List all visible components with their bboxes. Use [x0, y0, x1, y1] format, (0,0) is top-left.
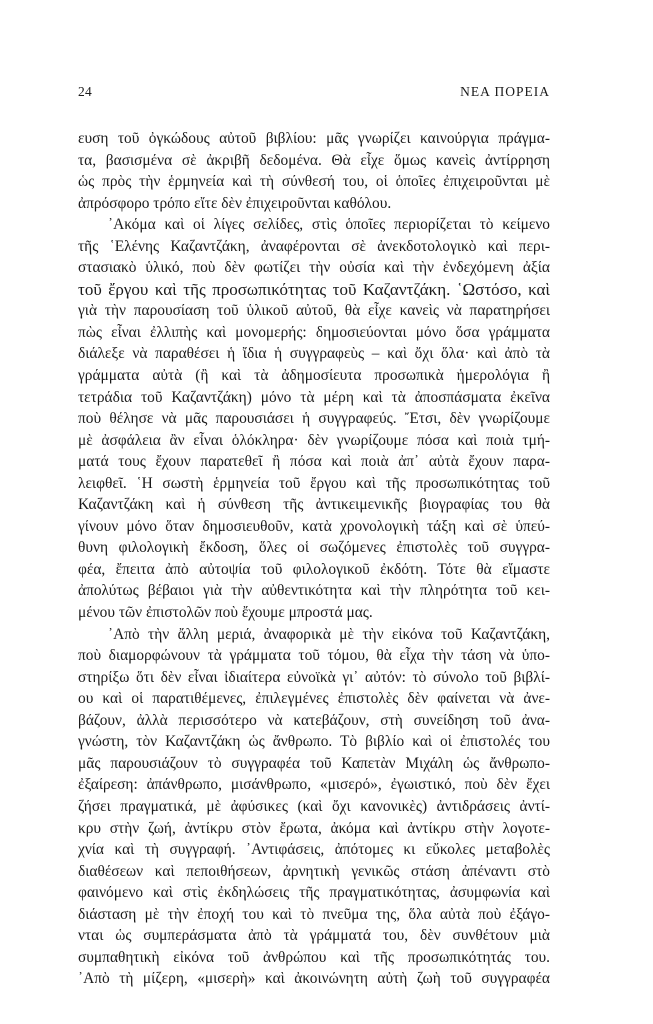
text-line: Καζαντζάκη καὶ ἡ σύνθεση τῆς ἀντικειμενικῆς βιογραφίας του θὰ — [78, 496, 550, 514]
text-line: χνία καὶ τὴ συγγραφή. ᾿Αντιφάσεις, ἀπότομες κι εὔκολες μεταβολὲς — [78, 841, 550, 859]
text-line: θυνη φιλολογικὴ ἔκδοση, ὅλες οἱ σωζόμενες ἐπιστολὲς τοῦ συγγρα- — [78, 539, 550, 557]
text-line: ᾿Απὸ τὴ μίζερη, «μισερὴ» καὶ ἀκοινώνητη αὐτὴ ζωὴ τοῦ συγγραφέα — [78, 970, 550, 988]
text-line: φαινόμενο καὶ στὶς ἐκδηλώσεις τῆς πραγματικότητας, ἀσυμφωνία καὶ — [78, 884, 550, 902]
text-line: γράμματα αὐτὰ (ἢ καὶ τὰ ἀδημοσίευτα προσωπικὰ ἡμερολόγια ἢ — [78, 367, 550, 385]
text-line: γιὰ τὴν παρουσίαση τοῦ ὑλικοῦ αὐτοῦ, θὰ εἶχε κανεὶς νὰ παρατηρήσει — [78, 302, 550, 320]
text-line: ευση τοῦ ὀγκώδους αὐτοῦ βιβλίου: μᾶς γνωρίζει καινούργια πράγμα- — [78, 130, 550, 147]
text-line: γνώστη, τὸν Καζαντζάκη ὡς ἄνθρωπο. Τὸ βιβλίο καὶ οἱ ἐπιστολές του — [78, 733, 550, 751]
text-line: ὡς πρὸς τὴν ἑρμηνεία καὶ τὴ σύνθεσή του, οἱ ὁποῖες ἐπιχειροῦνται μὲ — [78, 173, 550, 191]
text-line: πὼς εἶναι ἐλλιπὴς καὶ μονομερής: δημοσιεύονται μόνο ὅσα γράμματα — [78, 323, 550, 341]
text-line: στηρίξω ὅτι δὲν εἶναι ἰδιαίτερα εὐνοϊκὰ γι᾿ αὐτόν: τὸ σύνολο τοῦ βιβλί- — [78, 668, 550, 686]
text-line: βάζουν, ἀλλὰ περισσότερο νὰ κατεβάζουν, στὴ συνείδηση τοῦ ἀνα- — [78, 711, 550, 729]
running-head — [78, 84, 550, 104]
text-line: νται ὡς συμπεράσματα ἀπὸ τὰ γράμματά του, δὲν συνθέτουν μιὰ — [78, 927, 550, 945]
text-line: ἀπρόσφορο τρόπο εἴτε δὲν ἐπιχειροῦνται καθόλου. — [78, 194, 392, 212]
text-line: διάλεξε νὰ παραθέσει ἡ ἴδια ἡ συγγραφεὺς – καὶ ὄχι ὅλα· καὶ ἀπὸ τὰ — [78, 345, 550, 363]
text-line: μᾶς παρουσιάζουν τὸ συγγραφέα τοῦ Καπετὰν Μιχάλη ὡς ἄνθρωπο- — [78, 754, 550, 772]
text-line: μὲ ἀσφάλεια ἂν εἶναι ὁλόκληρα· δὲν γνωρίζουμε πόσα καὶ ποιὰ τμή- — [78, 431, 550, 449]
text-line: λειφθεῖ. ῾Η σωστὴ ἑρμηνεία τοῦ ἔργου καὶ τῆς προσωπικότητας τοῦ — [78, 474, 550, 492]
text-line: ᾿Απὸ τὴν ἄλλη μεριά, ἀναφορικὰ μὲ τὴν εἰκόνα τοῦ Καζαντζάκη, — [108, 625, 550, 643]
text-line: γίνουν μόνο ὅταν δημοσιευθοῦν, κατὰ χρονολογικὴ τάξη καὶ σὲ ὑπεύ- — [78, 517, 550, 535]
text-line: τετράδια τοῦ Καζαντζάκη) μόνο τὰ μέρη καὶ τὰ ἀποσπάσματα ἐκεῖνα — [78, 388, 550, 406]
text-line: ου καὶ οἱ παρατιθέμενες, ἐπιλεγμένες ἐπιστολὲς δὲν φαίνεται νὰ ἀνε- — [78, 690, 550, 708]
body-text — [78, 128, 550, 990]
page-number: 24 — [78, 84, 93, 99]
text-line: ἐξαίρεση: ἀπάνθρωπο, μισάνθρωπο, «μισερό», ἐγωιστικό, ποὺ δὲν ἔχει — [78, 776, 550, 794]
journal-title: ΝΕΑ ΠΟΡΕΙΑ — [460, 84, 550, 99]
text-line: συμπαθητικὴ εἰκόνα τοῦ ἀνθρώπου καὶ τῆς προσωπικότητάς του. — [78, 948, 550, 966]
text-line: διαθέσεων καὶ πεποιθήσεων, ἀρνητικὴ γενικῶς στάση ἀπέναντι στὸ — [78, 862, 550, 880]
text-line: ποὺ διαμορφώνουν τὰ γράμματα τοῦ τόμου, θὰ εἶχα τὴν τάση νὰ ὑπο- — [78, 647, 550, 665]
text-line: τα, βασισμένα σὲ ἀκριβῆ δεδομένα. Θὰ εἶχε ὅμως κανεὶς ἀντίρρηση — [78, 151, 550, 169]
text-line: ἀπολύτως βέβαιοι γιὰ τὴν αὐθεντικότητα καὶ τὴν πληρότητα τοῦ κει- — [78, 582, 550, 600]
text-line: φέα, ἔπειτα ἀπὸ αὐτοψία τοῦ φιλολογικοῦ ἐκδότη. Τότε θὰ εἴμαστε — [78, 560, 550, 578]
text-line: ᾿Ακόμα καὶ οἱ λίγες σελίδες, στὶς ὁποῖες περιορίζεται τὸ κείμενο — [108, 216, 550, 234]
text-line: ζήσει πραγματικά, μὲ ἀφύσικες (καὶ ὄχι κανονικὲς) ἀντιδράσεις ἀντί- — [78, 797, 550, 815]
text-line: στασιακὸ ὑλικό, ποὺ δὲν φωτίζει τὴν οὐσία καὶ τὴν ἐνδεχόμενη ἀξία — [78, 259, 550, 277]
text-line: ματά τους ἔχουν παρατεθεῖ ἢ πόσα καὶ ποιὰ ἀπ᾿ αὐτὰ ἔχουν παρα- — [78, 453, 550, 471]
text-line: τῆς ῾Ελένης Καζαντζάκη, ἀναφέρονται σὲ ἀνεκδοτολογικὸ καὶ περι- — [78, 237, 550, 255]
text-line: τοῦ ἔργου καὶ τῆς προσωπικότητας τοῦ Καζαντζάκη. ῾Ωστόσο, καὶ — [78, 279, 550, 299]
text-line: μένου τῶν ἐπιστολῶν ποὺ ἔχουμε μπροστά μας. — [78, 604, 373, 622]
text-line: κρυ στὴν ζωή, ἀντίκρυ στὸν ἔρωτα, ἀκόμα καὶ ἀντίκρυ στὴν λογοτε- — [78, 819, 550, 837]
text-line: διάσταση μὲ τὴν ἐποχή του καὶ τὸ πνεῦμα της, ὅλα αὐτὰ ποὺ ἐξάγο- — [78, 905, 550, 923]
text-line: ποὺ θέλησε νὰ μᾶς παρουσιάσει ἡ συγγραφεύς. Ἔτσι, δὲν γνωρίζουμε — [78, 410, 550, 428]
